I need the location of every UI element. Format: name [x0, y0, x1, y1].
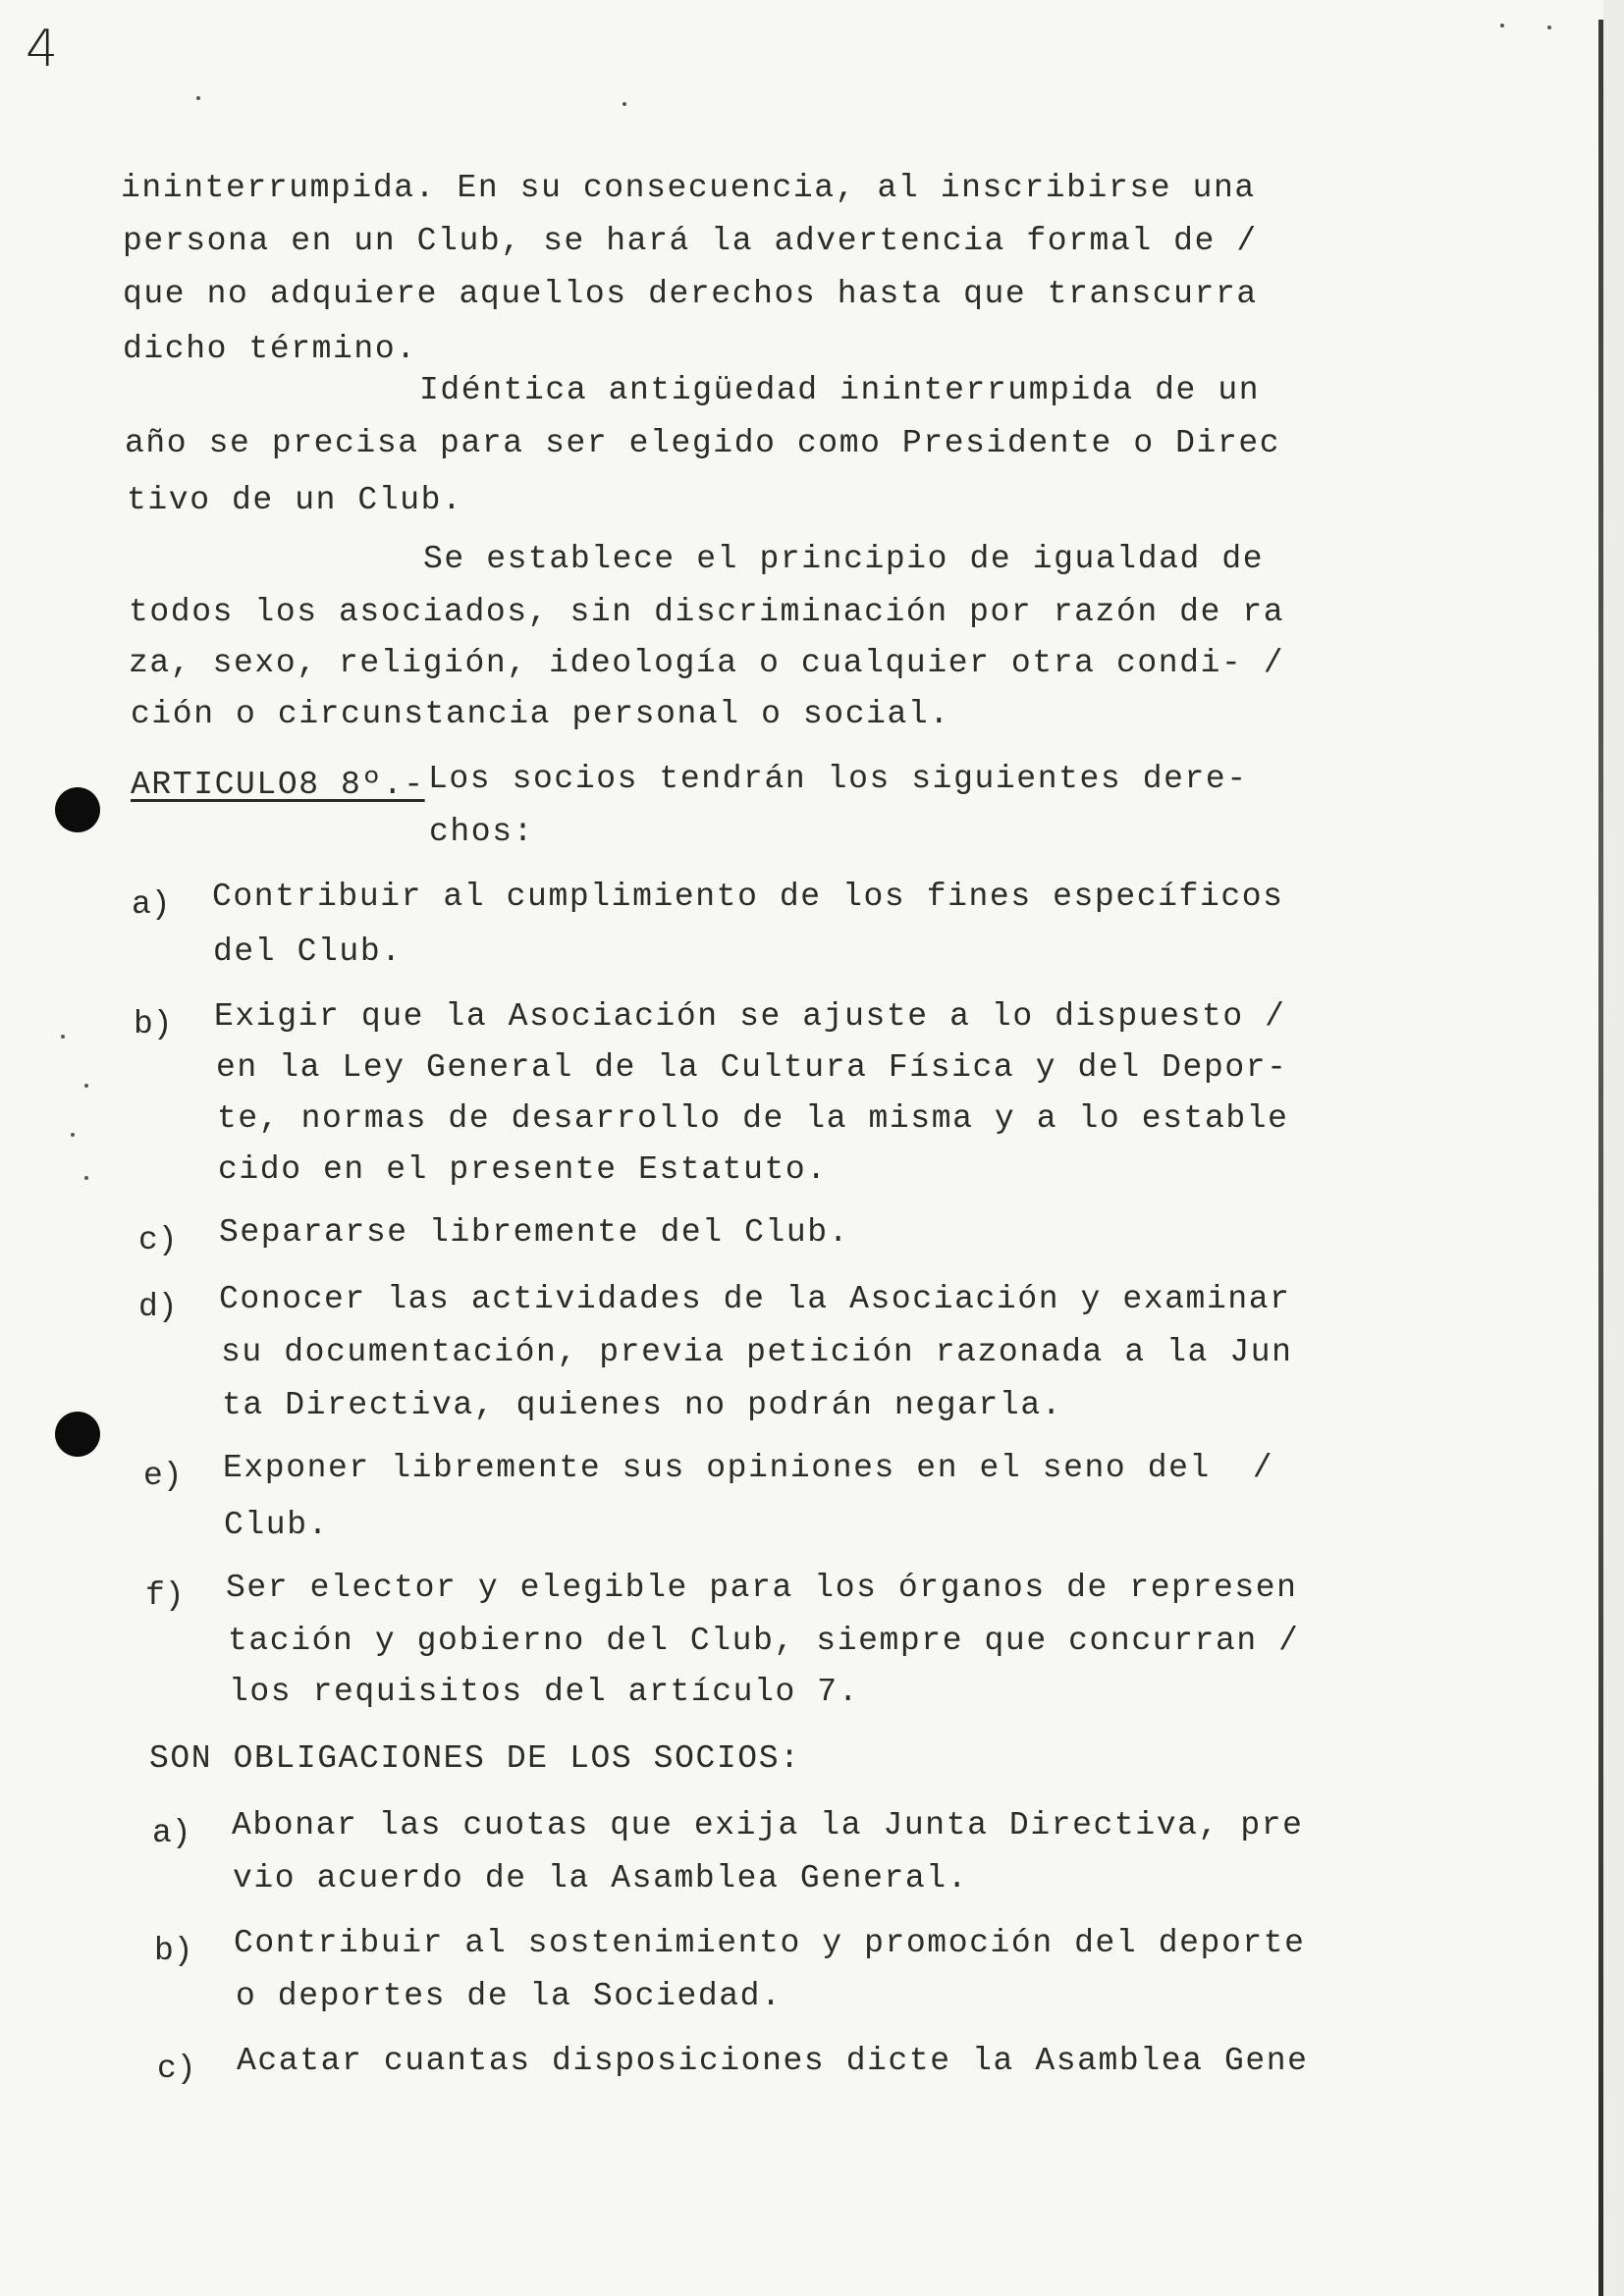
list-letter: d): [138, 1289, 178, 1325]
section-heading: SON OBLIGACIONES DE LOS SOCIOS:: [149, 1740, 801, 1777]
list-item-line: Contribuir al cumplimiento de los fines específicos: [212, 879, 1284, 915]
text-line: Idéntica antigüedad ininterrumpida de un: [419, 372, 1261, 408]
list-letter: b): [134, 1006, 173, 1042]
list-item-line: te, normas de desarrollo de la misma y a lo estable: [217, 1100, 1289, 1137]
speck: [623, 102, 626, 106]
page-number: 4: [26, 20, 59, 79]
page-edge: [1598, 20, 1603, 2296]
text-line: ininterrumpida. En su consecuencia, al inscribirse una: [121, 170, 1256, 206]
text-line: persona en un Club, se hará la advertencia formal de /: [123, 223, 1258, 259]
list-item-line: vio acuerdo de la Asamblea General.: [233, 1860, 969, 1896]
article-text: chos:: [429, 814, 535, 850]
speck: [196, 96, 200, 100]
speck: [84, 1176, 88, 1180]
speck: [1500, 24, 1504, 27]
list-letter: e): [143, 1458, 183, 1494]
list-item-line: Exponer libremente sus opiniones en el seno del /: [223, 1450, 1274, 1486]
list-item-line: del Club.: [213, 934, 403, 970]
speck: [84, 1084, 88, 1088]
list-item-line: Exigir que la Asociación se ajuste a lo dispuesto /: [214, 998, 1286, 1035]
list-item-line: Conocer las actividades de la Asociación y examinar: [219, 1281, 1291, 1317]
list-item-line: o deportes de la Sociedad.: [236, 1978, 783, 2014]
speck: [71, 1133, 75, 1137]
list-item-line: Acatar cuantas disposiciones dicte la Asamblea Gene: [237, 2043, 1309, 2079]
list-letter: c): [157, 2051, 196, 2087]
list-item-line: ta Directiva, quienes no podrán negarla.: [222, 1387, 1063, 1423]
list-item-line: en la Ley General de la Cultura Física y del Depor-: [216, 1049, 1288, 1086]
list-item-line: su documentación, previa petición razonada a la Jun: [221, 1334, 1293, 1370]
list-item-line: cido en el presente Estatuto.: [218, 1151, 828, 1188]
text-line: todos los asociados, sin discriminación por razón de ra: [129, 594, 1285, 630]
text-line: dicho término.: [123, 331, 417, 367]
list-item-line: los requisitos del artículo 7.: [229, 1674, 860, 1710]
list-letter: b): [154, 1933, 193, 1969]
list-item-line: Ser elector y elegible para los órganos de represen: [226, 1570, 1298, 1606]
punch-hole-top: [55, 787, 100, 832]
text-line: año se precisa para ser elegido como Presidente o Direc: [125, 425, 1281, 461]
article-text: Los socios tendrán los siguientes dere-: [428, 761, 1248, 797]
article-label: ARTICULO8 8º.-: [131, 767, 425, 803]
text-line: ción o circunstancia personal o social.: [131, 696, 950, 732]
text-line: tivo de un Club.: [127, 482, 463, 518]
list-letter: a): [132, 886, 171, 923]
speck: [1547, 26, 1551, 29]
page-edge-shadow: [1603, 0, 1624, 2296]
list-item-line: Contribuir al sostenimiento y promoción del deporte: [234, 1925, 1306, 1961]
list-item-line: tación y gobierno del Club, siempre que concurran /: [228, 1623, 1300, 1659]
list-item-line: Separarse libremente del Club.: [219, 1214, 850, 1251]
list-letter: a): [152, 1815, 191, 1851]
text-line: que no adquiere aquellos derechos hasta que transcurra: [123, 276, 1258, 312]
list-letter: f): [145, 1577, 185, 1614]
text-line: za, sexo, religión, ideología o cualquier otra condi- /: [129, 645, 1285, 681]
list-letter: c): [138, 1222, 178, 1258]
list-item-line: Club.: [224, 1507, 330, 1543]
speck: [61, 1035, 65, 1039]
text-line: Se establece el principio de igualdad de: [423, 541, 1265, 577]
punch-hole-bottom: [55, 1412, 100, 1457]
list-item-line: Abonar las cuotas que exija la Junta Directiva, pre: [232, 1807, 1304, 1843]
